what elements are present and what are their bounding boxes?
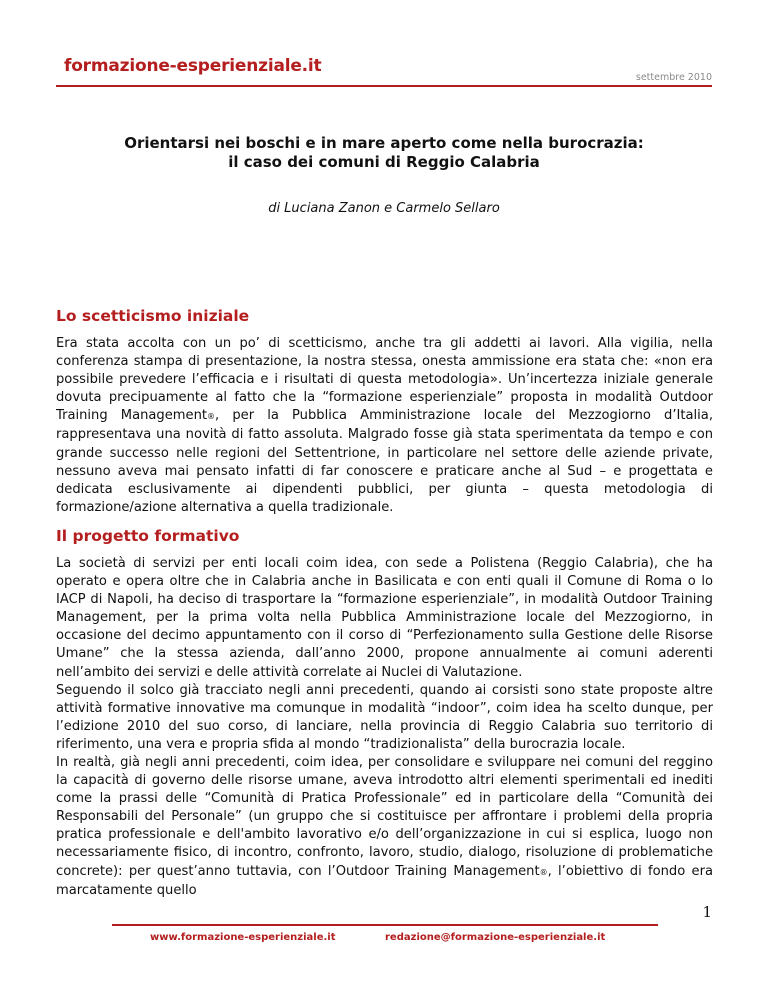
footer-links: [150, 932, 605, 943]
paragraph-text: , l’obiettivo di fondo era marcatamente quello: [56, 863, 713, 898]
registered-mark: ®: [539, 867, 548, 877]
article-title-line-1: Orientarsi nei boschi e in mare aperto come nella burocrazia:: [124, 134, 644, 152]
page-number: 1: [702, 903, 712, 921]
brand-logo-text: formazione-esperienziale.it: [64, 56, 322, 76]
email-link[interactable]: redazione@formazione-esperienziale.it: [385, 932, 606, 943]
paragraph-text: In realtà, già negli anni precedenti, coim idea, per consolidare e sviluppare nei comuni del reggino la capacità di governo delle risorse umane, aveva introdotto altri elementi sperimentali ed inediti come la prassi delle “Comunità di Pratica Professionale” ed in particolare della “Comunità dei Responsabili del Personale” (un gruppo che si costituisce per affrontare i problemi della propria pratica professionale e dell'ambito lavorativo e/o dell’organizzazione in cui si esplica, luogo non necessariamente fisico, di incontro, confronto, lavoro, studio, dialogo, risoluzione di problematiche concrete): per quest’anno tuttavia, con l’Outdoor Training Management: [56, 754, 713, 879]
website-link[interactable]: www.formazione-esperienziale.it: [150, 932, 336, 943]
paragraph-progetto-3: [56, 754, 713, 900]
article-title-line-2: il caso dei comuni di Reggio Calabria: [228, 153, 540, 171]
article-authors: di Luciana Zanon e Carmelo Sellaro: [268, 201, 500, 216]
paragraph-progetto-1: La società di servizi per enti locali coim idea, con sede a Polistena (Reggio Calabria), che ha operato e opera oltre che in Calabria anche in Basilicata e con enti quali il Comune di Roma o lo IACP di Napoli, ha deciso di trasportare la “formazione esperienziale”, in modalità Outdoor Training Management, per la prima volta nella Pubblica Amministrazione locale del Mezzogiorno, in occasione del decimo appuntamento con il corso di “Perfezionamento sulla Gestione delle Risorse Umane” che la stessa azienda, dall’anno 2000, propone annualmente ai comuni aderenti nell’ambito dei servizi e delle attività correlate ai Nuclei di Valutazione.: [56, 555, 713, 680]
paragraph-text: Era stata accolta con un po’ di scetticismo, anche tra gli addetti ai lavori. Alla vigilia, nella conferenza stampa di presentazione, la nostra stessa, onesta ammissione era stata che: «non era possibile prevedere l’efficacia e i risultati di questa metodologia». Un’incertezza iniziale generale dovuta precipuamente al fatto che la “formazione esperienziale” proposta in modalità Outdoor Training Management: [56, 336, 713, 424]
footer-divider: [112, 924, 658, 926]
article-body: [56, 307, 713, 900]
header-divider: [56, 85, 712, 87]
section-heading-progetto: Il progetto formativo: [56, 526, 240, 545]
registered-mark: ®: [207, 412, 216, 422]
article-title: [64, 134, 704, 172]
paragraph-text: , per la Pubblica Amministrazione locale del Mezzogiorno d’Italia, rappresentava una novità di fatto assoluta. Malgrado fosse già stata sperimentata da tempo e con grande successo nelle regioni del Settentrione, in particolare nel settore delle aziende private, nessuno aveva mai pensato infatti di far conoscere e praticare anche al Sud – e progettata e dedicata esclusivamente ai dipendenti pubblici, per giunta – questa metodologia di formazione/azione alternativa a quella tradizionale.: [56, 408, 713, 515]
paragraph-scetticismo: [56, 335, 713, 517]
section-heading-scetticismo: Lo scetticismo iniziale: [56, 307, 250, 325]
issue-date: settembre 2010: [635, 72, 712, 83]
paragraph-progetto-2: Seguendo il solco già tracciato negli anni precedenti, quando ai corsisti sono state proposte altre attività formative innovative ma comunque in modalità “indoor”, coim idea ha scelto dunque, per l’edizione 2010 del suo corso, di lanciare, nella provincia di Reggio Calabria suo territorio di riferimento, una vera e propria sfida al mondo “tradizionalista” della burocrazia locale.: [56, 682, 713, 752]
